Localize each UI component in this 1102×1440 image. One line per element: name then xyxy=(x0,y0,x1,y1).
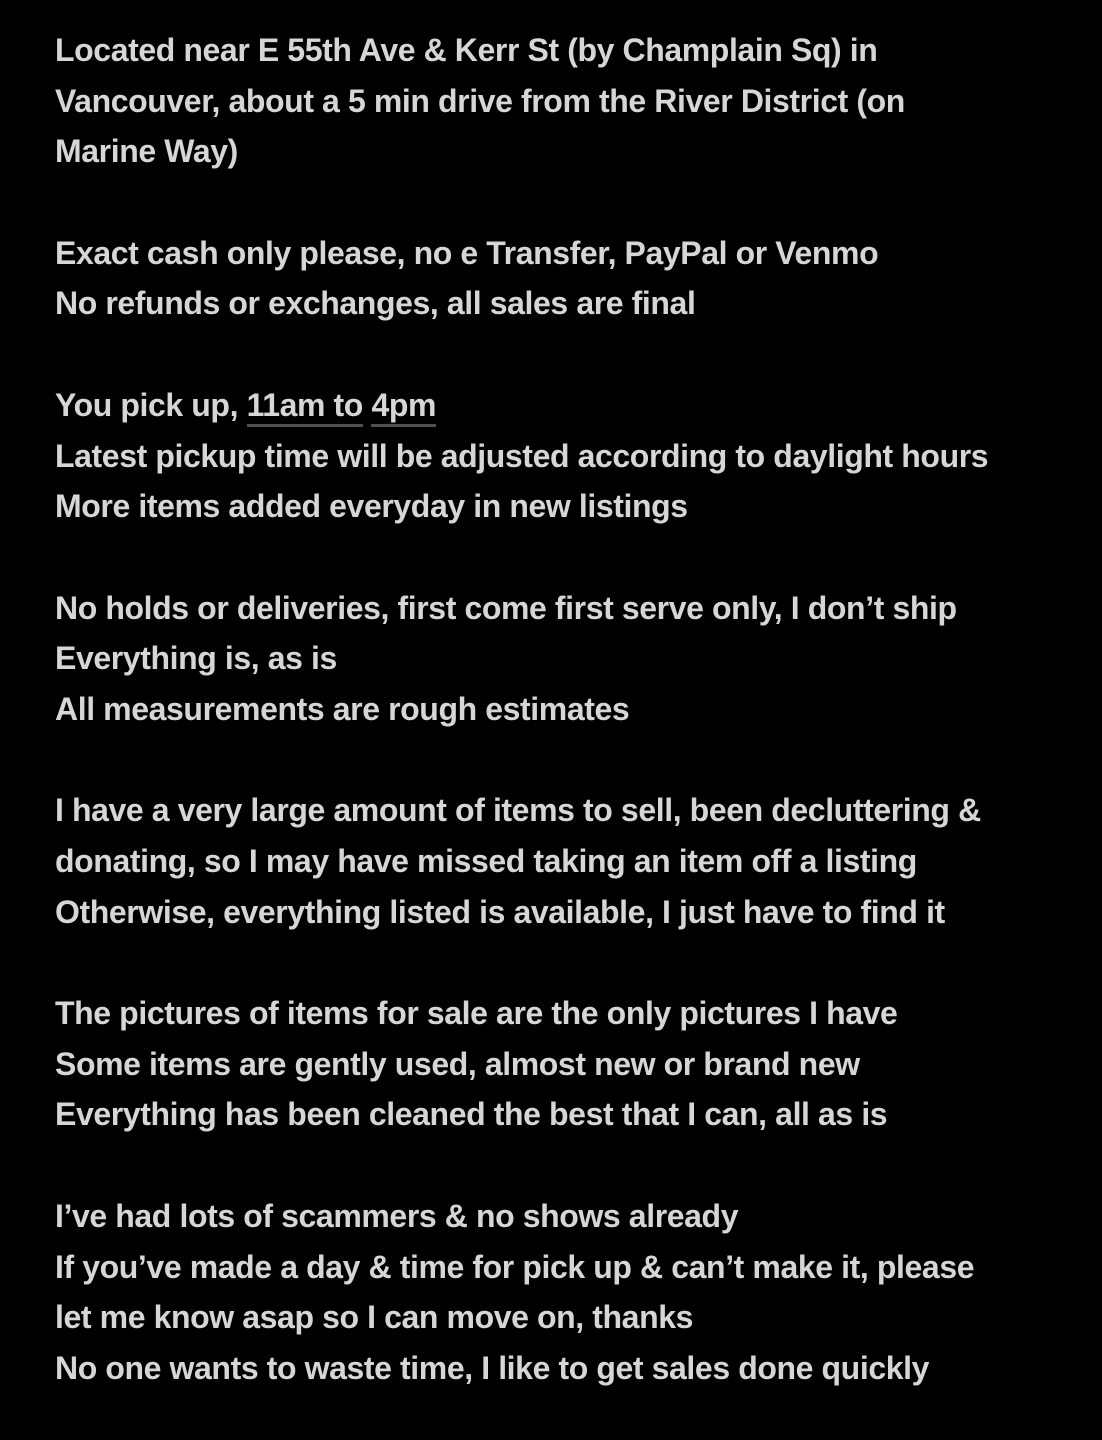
text-line xyxy=(55,633,1072,684)
underlined-time-range: 11am to xyxy=(247,387,363,427)
text-segment: I’ve had lots of scammers & no shows already xyxy=(55,1197,739,1234)
text-line xyxy=(55,887,1072,938)
text-segment: let me know asap so I can move on, thanks xyxy=(55,1299,694,1336)
text-line xyxy=(55,481,1072,532)
text-segment: Otherwise, everything listed is available, I just have to find it xyxy=(55,893,945,930)
text-line xyxy=(55,684,1072,735)
text-line xyxy=(55,76,1072,127)
text-line xyxy=(55,278,1072,329)
text-segment: Located near E 55th Ave & Kerr St (by Champlain Sq) in xyxy=(55,32,878,68)
text-segment: The pictures of items for sale are the only pictures I have xyxy=(55,995,898,1032)
text-line xyxy=(55,380,1072,431)
text-line xyxy=(55,785,1072,836)
text-segment: No refunds or exchanges, all sales are final xyxy=(55,285,696,322)
text-line xyxy=(55,126,1072,177)
underlined-time-range: 4pm xyxy=(371,387,436,427)
text-line xyxy=(55,1191,1072,1242)
text-line xyxy=(55,228,1072,279)
text-segment: Everything has been cleaned the best that I can, all as is xyxy=(55,1096,888,1133)
text-line xyxy=(55,1242,1072,1293)
text-line xyxy=(55,1292,1072,1343)
paragraph xyxy=(55,785,1072,937)
text-segment: No holds or deliveries, first come first serve only, I don’t ship xyxy=(55,589,957,626)
text-segment: Everything is, as is xyxy=(55,640,337,677)
text-segment: All measurements are rough estimates xyxy=(55,690,630,727)
text-segment: No one wants to waste time, I like to get sales done quickly xyxy=(55,1349,930,1386)
text-segment: Latest pickup time will be adjusted according to daylight hours xyxy=(55,437,989,474)
text-line xyxy=(55,25,1072,76)
text-line xyxy=(55,431,1072,482)
paragraph xyxy=(55,228,1072,329)
text-segment: I have a very large amount of items to sell, been decluttering & xyxy=(55,792,981,829)
paragraph xyxy=(55,583,1072,735)
description-paragraphs xyxy=(55,25,1072,1394)
text-segment: Vancouver, about a 5 min drive from the River District (on xyxy=(55,82,905,119)
text-line xyxy=(55,1039,1072,1090)
text-line xyxy=(55,836,1072,887)
text-segment: You pick up, xyxy=(55,386,247,423)
text-segment: donating, so I may have missed taking an item off a listing xyxy=(55,843,917,879)
paragraph xyxy=(55,1191,1072,1394)
text-segment: If you’ve made a day & time for pick up & can’t make it, please xyxy=(55,1248,975,1285)
paragraph xyxy=(55,380,1072,532)
text-line xyxy=(55,988,1072,1039)
text-line xyxy=(55,583,1072,634)
text-segment: Some items are gently used, almost new or brand new xyxy=(55,1045,860,1082)
text-segment: More items added everyday in new listings xyxy=(55,488,688,525)
text-segment: Marine Way) xyxy=(55,133,238,170)
text-line xyxy=(55,1343,1072,1394)
paragraph xyxy=(55,25,1072,177)
text-line xyxy=(55,1089,1072,1140)
text-segment: Exact cash only please, no e Transfer, PayPal or Venmo xyxy=(55,234,879,271)
paragraph xyxy=(55,988,1072,1140)
